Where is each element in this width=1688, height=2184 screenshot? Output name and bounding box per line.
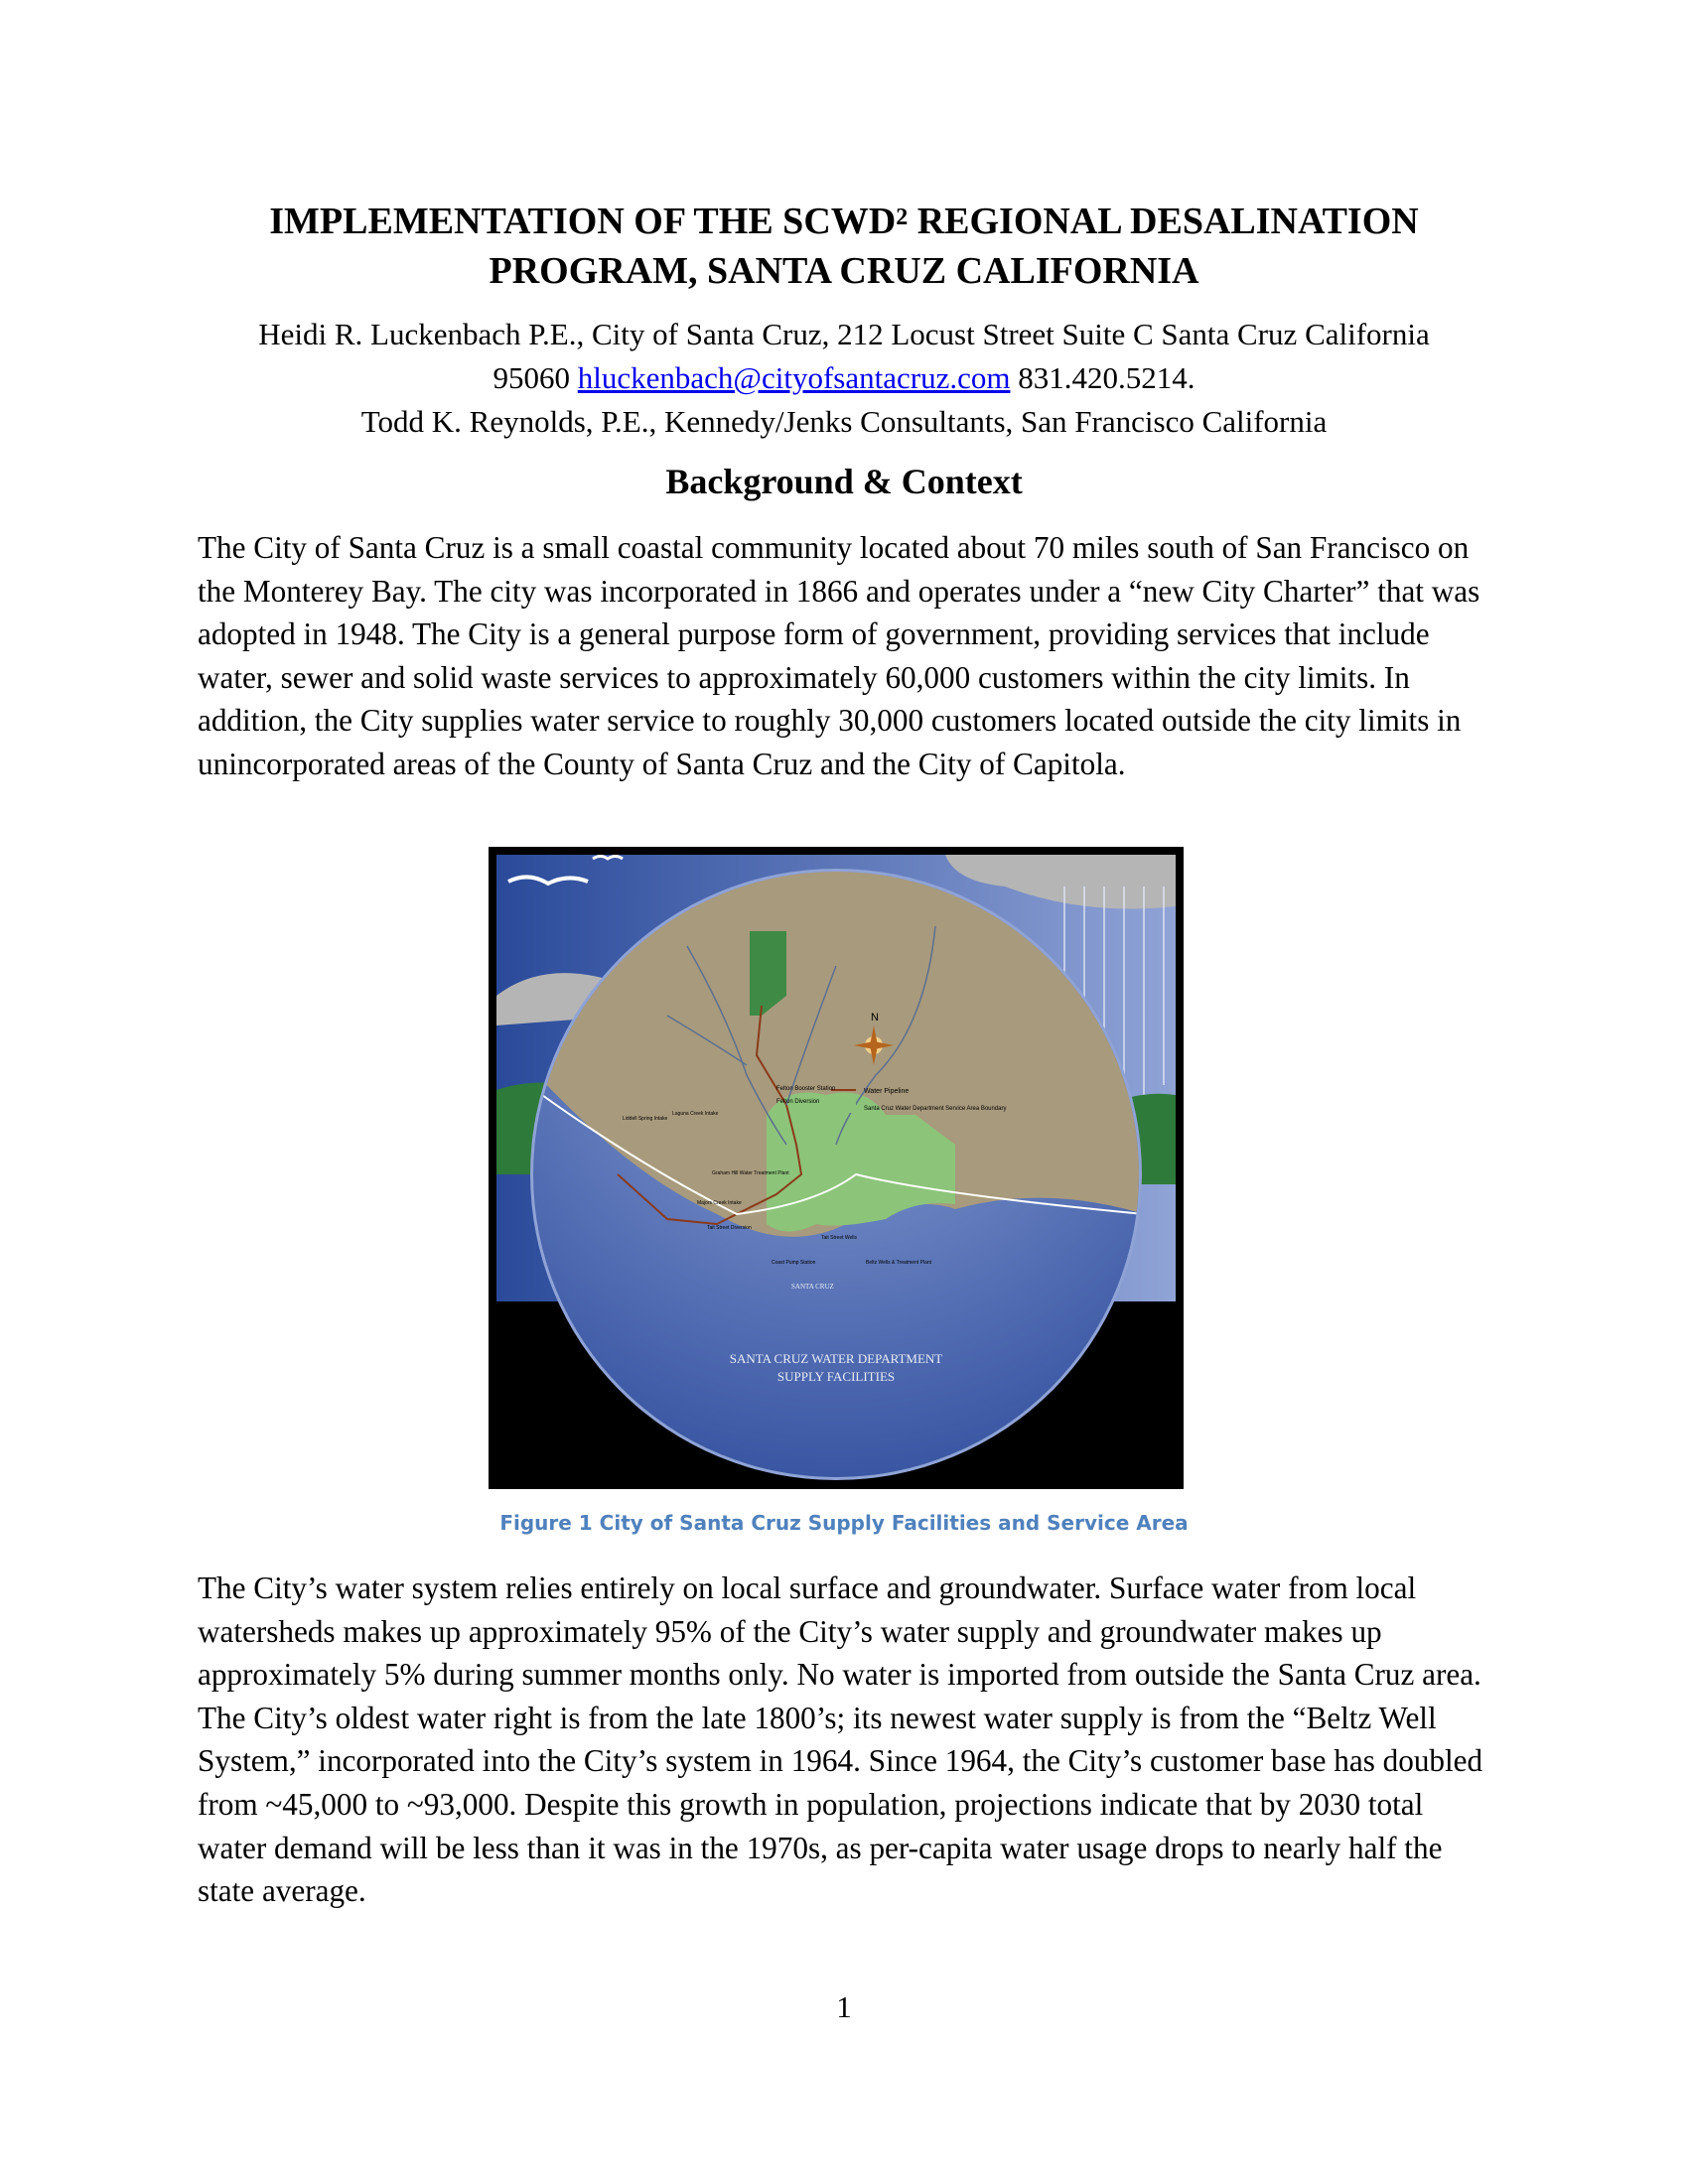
section-heading: Background & Context	[665, 462, 1023, 501]
legend-service-area-label: Santa Cruz Water Department Service Area Boundary	[864, 1106, 1007, 1112]
author-1-contact: 95060 hluckenbach@cityofsantacruz.com 831.420.5214.	[492, 360, 1196, 395]
map-label: Tait Street Diversion	[707, 1225, 752, 1231]
email-link[interactable]: hluckenbach@cityofsantacruz.com	[577, 360, 1011, 395]
supply-facilities-map	[489, 847, 1184, 1489]
superscript: 2	[896, 205, 909, 230]
page-number: 1	[836, 1989, 852, 2024]
map-label: Coast Pump Station	[772, 1260, 816, 1266]
figure-caption: Figure 1 City of Santa Cruz Supply Facilities and Service Area	[499, 1511, 1189, 1535]
svg-text:N: N	[871, 1012, 879, 1024]
map-label: Laguna Creek Intake	[672, 1111, 719, 1117]
map-figure	[489, 847, 1184, 1489]
map-label: Liddell Spring Intake	[623, 1116, 668, 1122]
map-label: Majors Creek Intake	[697, 1200, 742, 1206]
map-label-santa-cruz: SANTA CRUZ	[791, 1283, 834, 1291]
paragraph-1: The City of Santa Cruz is a small coastal community located about 70 miles south of San Francisco on the Monterey Bay. The city was incorporated in 1866 and operates under a “new City Charter” that was adopted in 1948. The City is a general purpose form of government, providing services that include water, sewer and solid waste services to approximately 60,000 customers within the city limits. In addition, the City supplies water service to roughly 30,000 customers located outside the city limits in unincorporated areas of the County of Santa Cruz and the City of Capitola.	[198, 530, 1480, 781]
author-2: Todd K. Reynolds, P.E., Kennedy/Jenks Consultants, San Francisco California	[360, 404, 1328, 439]
title-line-2: PROGRAM, SANTA CRUZ CALIFORNIA	[489, 250, 1199, 292]
map-label: Felton Diversion	[776, 1099, 820, 1105]
author-block	[0, 313, 1688, 444]
title-line-1: IMPLEMENTATION OF THE SCWD$^2$ REGIONAL DESALINATION	[269, 201, 1419, 242]
legend-pipeline-label: Water Pipeline	[864, 1088, 910, 1095]
paper-title	[0, 197, 1688, 296]
author-1: Heidi R. Luckenbach P.E., City of Santa Cruz, 212 Locust Street Suite C Santa Cruz California	[258, 317, 1430, 351]
paragraph-2: The City’s water system relies entirely on local surface and groundwater. Surface water from local watersheds makes up approximately 95% of the City’s water supply and groundwater makes up approximately 5% during summer months only. No water is imported from outside the Santa Cruz area. The City’s oldest water right is from the late 1800’s; its newest water supply is from the “Beltz Well System,” incorporated into the City’s system in 1964. Since 1964, the City’s customer base has doubled from ~45,000 to ~93,000. Despite this growth in population, projections indicate that by 2030 total water demand will be less than it was in the 1970s, as per-capita water usage drops to nearly half the state average.	[198, 1570, 1483, 1909]
map-label: Graham Hill Water Treatment Plant	[712, 1170, 789, 1176]
map-label: Tait Street Wells	[821, 1235, 858, 1241]
legend-service-area-swatch	[831, 1103, 856, 1113]
map-title-2: SUPPLY FACILITIES	[776, 1369, 896, 1384]
map-label: Beltz Wells & Treatment Plant	[866, 1260, 932, 1266]
map-title-1: SANTA CRUZ WATER DEPARTMENT	[729, 1351, 943, 1366]
map-label: Felton Booster Station	[776, 1086, 836, 1092]
